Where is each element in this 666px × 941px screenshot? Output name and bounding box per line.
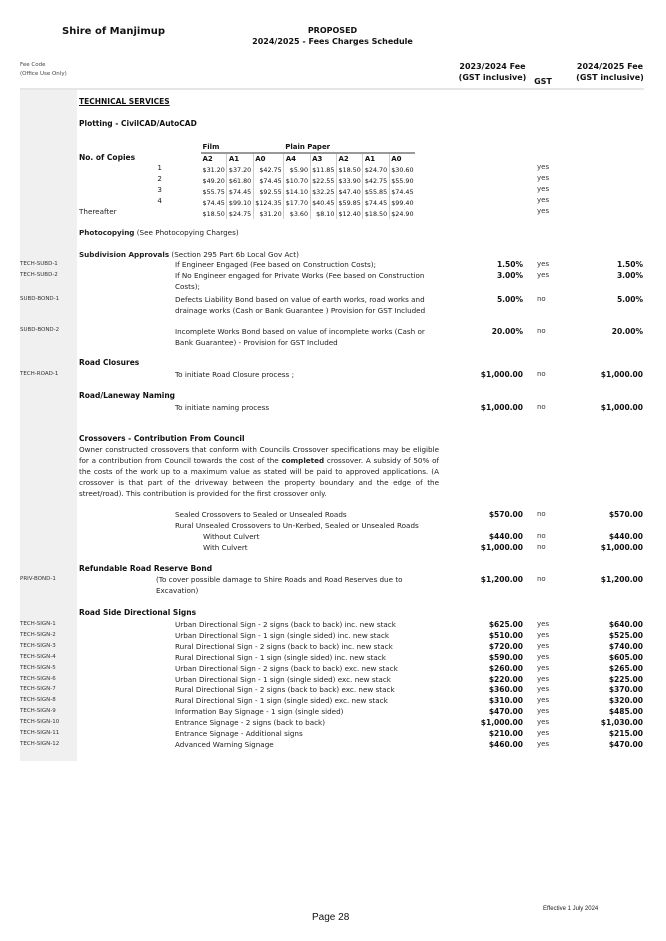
new-fee-gst-label: (GST inclusive) <box>576 73 644 82</box>
price-cell: $42.75 <box>364 176 388 185</box>
table-row <box>201 175 415 186</box>
new-fee: $1,000.00 <box>600 370 643 379</box>
group-film: Film <box>201 142 284 153</box>
subdivision-title: Subdivision Approvals <box>79 250 170 259</box>
new-fee: $470.00 <box>608 740 643 749</box>
new-fee: $1,000.00 <box>600 543 643 552</box>
gst-value: yes <box>537 260 550 268</box>
gst-value: yes <box>537 740 550 748</box>
size-header: A2 <box>202 155 213 163</box>
fee-description <box>175 270 424 292</box>
copies-1: 1 <box>157 163 162 172</box>
copies-2: 2 <box>157 174 162 183</box>
prev-fee: 5.00% <box>496 295 523 304</box>
bond-title: Refundable Road Reserve Bond <box>79 564 213 573</box>
price-cell: $18.50 <box>364 209 388 218</box>
gst-value: yes <box>537 185 550 193</box>
new-fee: $320.00 <box>608 696 643 705</box>
size-header: A2 <box>336 153 362 164</box>
table-row <box>201 186 415 197</box>
fee-code: TECH-SIGN-3 <box>20 643 56 649</box>
fee-description: Entrance Signage - Additional signs <box>175 729 303 738</box>
fee-description: If Engineer Engaged (Fee based on Construction Costs); <box>175 260 377 269</box>
size-header: A1 <box>363 153 389 164</box>
price-cell: $11.85 <box>312 165 335 174</box>
schedule-title: 2024/2025 - Fees Charges Schedule <box>252 37 413 46</box>
prev-fee: 1.50% <box>496 260 523 269</box>
plotting-price-table <box>201 142 415 219</box>
new-fee-label: 2024/2025 Fee <box>576 62 644 71</box>
price-cell: $8.10 <box>310 208 336 219</box>
fee-description-line: If No Engineer engaged for Private Works (Fee based on Construction <box>175 271 425 280</box>
prev-fee: $260.00 <box>488 664 523 673</box>
size-header: A4 <box>284 153 310 164</box>
gst-value: yes <box>537 729 550 737</box>
fee-code-column-header <box>20 61 67 79</box>
gst-value: yes <box>537 207 550 215</box>
prev-fee-column-header <box>445 61 540 83</box>
prev-fee: 3.00% <box>496 271 523 280</box>
new-fee: 1.50% <box>616 260 643 269</box>
fee-description: Urban Directional Sign - 1 sign (single sided) exc. new stack <box>175 675 391 684</box>
gst-value: yes <box>537 685 550 693</box>
fee-code: SUBD-BOND-2 <box>20 327 60 333</box>
fee-code: TECH-SIGN-8 <box>20 697 56 703</box>
gst-value: yes <box>537 631 550 639</box>
new-fee: $225.00 <box>608 675 643 684</box>
fee-description: Rural Directional Sign - 1 sign (single sided) exc. new stack <box>175 696 388 705</box>
copies-3: 3 <box>157 185 162 194</box>
price-cell: $74.45 <box>364 198 388 207</box>
fee-code: PRIV-BOND-1 <box>20 576 56 582</box>
fee-description-line: Defects Liability Bond based on value of earth works, road works and <box>175 295 425 304</box>
price-cell: $92.55 <box>253 186 283 197</box>
fee-code: TECH-SIGN-10 <box>20 719 60 725</box>
effective-date: Effective 1 July 2024 <box>543 906 599 912</box>
prev-fee: $220.00 <box>488 675 523 684</box>
price-cell: $10.70 <box>285 176 309 185</box>
road-naming-title: Road/Laneway Naming <box>79 391 176 400</box>
price-cell: $24.90 <box>391 209 414 218</box>
status-label: PROPOSED <box>307 26 358 35</box>
office-use-label: (Office Use Only) <box>20 71 67 77</box>
price-cell: $24.70 <box>364 165 388 174</box>
table-row <box>201 208 415 219</box>
fee-code-label: Fee Code <box>20 62 46 68</box>
gst-value: yes <box>537 707 550 715</box>
new-fee: $1,200.00 <box>600 575 643 584</box>
new-fee: $440.00 <box>608 532 643 541</box>
price-cell: $18.50 <box>338 165 361 174</box>
new-fee: 20.00% <box>611 327 643 336</box>
gst-value: no <box>537 327 546 335</box>
prev-fee: $1,200.00 <box>480 575 523 584</box>
fee-code: TECH-SUBD-2 <box>20 272 58 278</box>
gst-value: yes <box>537 696 550 704</box>
fee-description <box>175 326 425 348</box>
prev-fee: 20.00% <box>491 327 523 336</box>
gst-value: yes <box>537 271 550 279</box>
price-cell: $32.25 <box>312 187 335 196</box>
fee-description: To initiate naming process <box>175 403 270 412</box>
gst-value: yes <box>537 653 550 661</box>
photocopying-row <box>79 227 239 238</box>
gst-value: yes <box>537 163 550 171</box>
price-cell: $124.35 <box>255 198 282 207</box>
group-plain-paper: Plain Paper <box>284 142 415 153</box>
fee-description: Rural Directional Sign - 2 signs (back to back) exc. new stack <box>175 685 395 694</box>
prev-fee-gst-label: (GST inclusive) <box>458 73 527 82</box>
crossovers-title: Crossovers - Contribution From Council <box>79 434 245 443</box>
prev-fee: $460.00 <box>488 740 523 749</box>
copies-thereafter: Thereafter <box>79 207 117 216</box>
prev-fee: $360.00 <box>488 685 523 694</box>
prev-fee-label: 2023/2024 Fee <box>459 62 526 71</box>
new-fee: $1,000.00 <box>600 403 643 412</box>
gst-value: yes <box>537 642 550 650</box>
price-cell: $40.45 <box>312 198 335 207</box>
new-fee: $485.00 <box>608 707 643 716</box>
size-header: A1 <box>227 153 253 164</box>
price-cell: $55.75 <box>202 187 225 196</box>
fee-code: TECH-SIGN-5 <box>20 665 56 671</box>
new-fee: $605.00 <box>608 653 643 662</box>
prev-fee: $440.00 <box>488 532 523 541</box>
price-cell: $18.50 <box>202 209 225 218</box>
fee-code: TECH-SIGN-7 <box>20 686 56 692</box>
fee-code: TECH-SIGN-6 <box>20 676 56 682</box>
new-fee: 3.00% <box>616 271 643 280</box>
size-header: A3 <box>310 153 336 164</box>
price-cell: $59.85 <box>338 198 361 207</box>
gst-value: yes <box>537 196 550 204</box>
gst-value: no <box>537 575 546 583</box>
para-emphasis: completed <box>281 456 325 465</box>
fee-code-column <box>20 90 77 761</box>
price-cell: $55.90 <box>391 176 414 185</box>
copies-4: 4 <box>157 196 162 205</box>
fee-code: TECH-ROAD-1 <box>20 371 59 377</box>
fee-description: To initiate Road Closure process ; <box>175 370 295 379</box>
fee-description-line: Bank Guarantee) - Provision for GST Included <box>175 338 338 347</box>
price-cell: $49.20 <box>202 176 225 185</box>
table-size-header <box>201 153 415 164</box>
size-header: A0 <box>389 153 415 164</box>
signs-title: Road Side Directional Signs <box>79 608 197 617</box>
fee-code: TECH-SIGN-2 <box>20 632 56 638</box>
fee-description-line: Incomplete Works Bond based on value of incomplete works (Cash or <box>175 327 425 336</box>
new-fee: $1,030.00 <box>600 718 643 727</box>
page-number: Page 28 <box>312 912 350 923</box>
fee-description: Advanced Warning Signage <box>175 740 274 749</box>
price-cell: $99.40 <box>391 198 414 207</box>
price-cell: $42.75 <box>253 164 283 175</box>
document-title <box>200 25 465 47</box>
organisation-name: Shire of Manjimup <box>62 26 166 37</box>
gst-value: no <box>537 543 546 551</box>
price-cell: $61.80 <box>228 176 252 185</box>
fee-description: With Culvert <box>203 543 248 552</box>
gst-value: no <box>537 370 546 378</box>
photocopying-title: Photocopying <box>79 228 135 237</box>
gst-value: yes <box>537 675 550 683</box>
price-cell: $33.90 <box>338 176 361 185</box>
price-cell: $31.20 <box>202 165 225 174</box>
new-fee: $570.00 <box>608 510 643 519</box>
fee-description: Rural Directional Sign - 2 signs (back to back) inc. new stack <box>175 642 393 651</box>
price-cell: $17.70 <box>285 198 309 207</box>
fee-code: TECH-SIGN-12 <box>20 741 60 747</box>
fee-description: Urban Directional Sign - 1 sign (single sided) inc. new stack <box>175 631 390 640</box>
price-cell: $74.45 <box>391 187 414 196</box>
new-fee: $370.00 <box>608 685 643 694</box>
new-fee: $215.00 <box>608 729 643 738</box>
new-fee: $525.00 <box>608 631 643 640</box>
price-cell: $12.40 <box>338 209 361 218</box>
prev-fee: $510.00 <box>488 631 523 640</box>
price-cell: $3.60 <box>284 208 310 219</box>
gst-value: no <box>537 510 546 518</box>
gst-value: no <box>537 532 546 540</box>
fee-code: TECH-SIGN-11 <box>20 730 60 736</box>
fee-description: Information Bay Signage - 1 sign (single sided) <box>175 707 344 716</box>
fee-code: TECH-SIGN-1 <box>20 621 56 627</box>
fee-code: TECH-SUBD-1 <box>20 261 58 267</box>
fee-description: Urban Directional Sign - 2 signs (back to back) inc. new stack <box>175 620 396 629</box>
fee-description <box>156 574 403 596</box>
price-cell: $99.10 <box>228 198 252 207</box>
table-group-header <box>201 142 415 153</box>
prev-fee: $310.00 <box>488 696 523 705</box>
fee-code: TECH-SIGN-4 <box>20 654 56 660</box>
table-row <box>201 197 415 208</box>
fee-description: Urban Directional Sign - 2 signs (back to back) exc. new stack <box>175 664 398 673</box>
new-fee: $265.00 <box>608 664 643 673</box>
fee-description <box>175 294 425 316</box>
price-cell: $14.10 <box>285 187 309 196</box>
prev-fee: $590.00 <box>488 653 523 662</box>
prev-fee: $1,000.00 <box>480 543 523 552</box>
new-fee: $740.00 <box>608 642 643 651</box>
prev-fee: $470.00 <box>488 707 523 716</box>
road-closures-title: Road Closures <box>79 358 140 367</box>
price-cell: $74.45 <box>228 187 252 196</box>
gst-value: no <box>537 403 546 411</box>
prev-fee: $1,000.00 <box>480 718 523 727</box>
fee-description: Sealed Crossovers to Sealed or Unsealed Roads <box>175 510 347 519</box>
copies-label: No. of Copies <box>79 153 136 162</box>
para-text: Owner constructed crossovers that conform with Councils Crossover specifications may be eligible for a contribution from Council towards the cost of the <box>79 445 439 465</box>
size-header: A0 <box>253 153 283 164</box>
prev-fee: $570.00 <box>488 510 523 519</box>
price-cell: $47.40 <box>338 187 361 196</box>
rural-crossovers-label: Rural Unsealed Crossovers to Un-Kerbed, Sealed or Unsealed Roads <box>175 521 419 530</box>
plotting-title: Plotting - CivilCAD/AutoCAD <box>79 119 197 128</box>
price-cell: $74.45 <box>202 198 225 207</box>
price-cell: $31.20 <box>253 208 283 219</box>
crossovers-description <box>79 444 439 499</box>
header-divider <box>20 88 644 90</box>
fee-description: Entrance Signage - 2 signs (back to back) <box>175 718 326 727</box>
gst-value: yes <box>537 174 550 182</box>
table-row <box>201 164 415 175</box>
prev-fee: $1,000.00 <box>480 403 523 412</box>
gst-value: yes <box>537 664 550 672</box>
gst-value: yes <box>537 718 550 726</box>
price-cell: $55.85 <box>364 187 388 196</box>
fee-description-line: (To cover possible damage to Shire Roads and Road Reserves due to <box>156 575 403 584</box>
fee-description-line: Costs); <box>175 282 200 291</box>
subdivision-note: (Section 295 Part 6b Local Gov Act) <box>171 250 299 259</box>
fee-description-line: drainage works (Cash or Bank Guarantee ) Provision for GST Included <box>175 306 426 315</box>
price-cell: $74.45 <box>253 175 283 186</box>
photocopying-note: (See Photocopying Charges) <box>136 228 239 237</box>
new-fee-column-header <box>570 61 650 83</box>
gst-value: no <box>537 295 546 303</box>
price-cell: $37.20 <box>228 165 252 174</box>
fee-code: TECH-SIGN-9 <box>20 708 56 714</box>
price-cell: $5.90 <box>284 164 310 175</box>
prev-fee: $625.00 <box>488 620 523 629</box>
fee-description: Rural Directional Sign - 1 sign (single sided) inc. new stack <box>175 653 386 662</box>
price-cell: $24.75 <box>228 209 252 218</box>
new-fee: $640.00 <box>608 620 643 629</box>
prev-fee: $210.00 <box>488 729 523 738</box>
prev-fee: $720.00 <box>488 642 523 651</box>
fee-description-line: Excavation) <box>156 586 199 595</box>
new-fee: 5.00% <box>616 295 643 304</box>
prev-fee: $1,000.00 <box>480 370 523 379</box>
para-text: crossover. A subsidy of 50% of the costs of the work up to a maximum value as stated will be paid to approved applications. (A crossover is that part of the driveway between the property boundary and the edge of the street/road). This contribution is provided for the first crossover only. <box>79 456 439 498</box>
gst-column-header: GST <box>534 77 552 86</box>
section-title: TECHNICAL SERVICES <box>79 97 170 106</box>
gst-value: yes <box>537 620 550 628</box>
fee-description: Without Culvert <box>203 532 260 541</box>
fee-code: SUBD-BOND-1 <box>20 296 60 302</box>
price-cell: $22.55 <box>312 176 335 185</box>
price-cell: $30.60 <box>391 165 414 174</box>
